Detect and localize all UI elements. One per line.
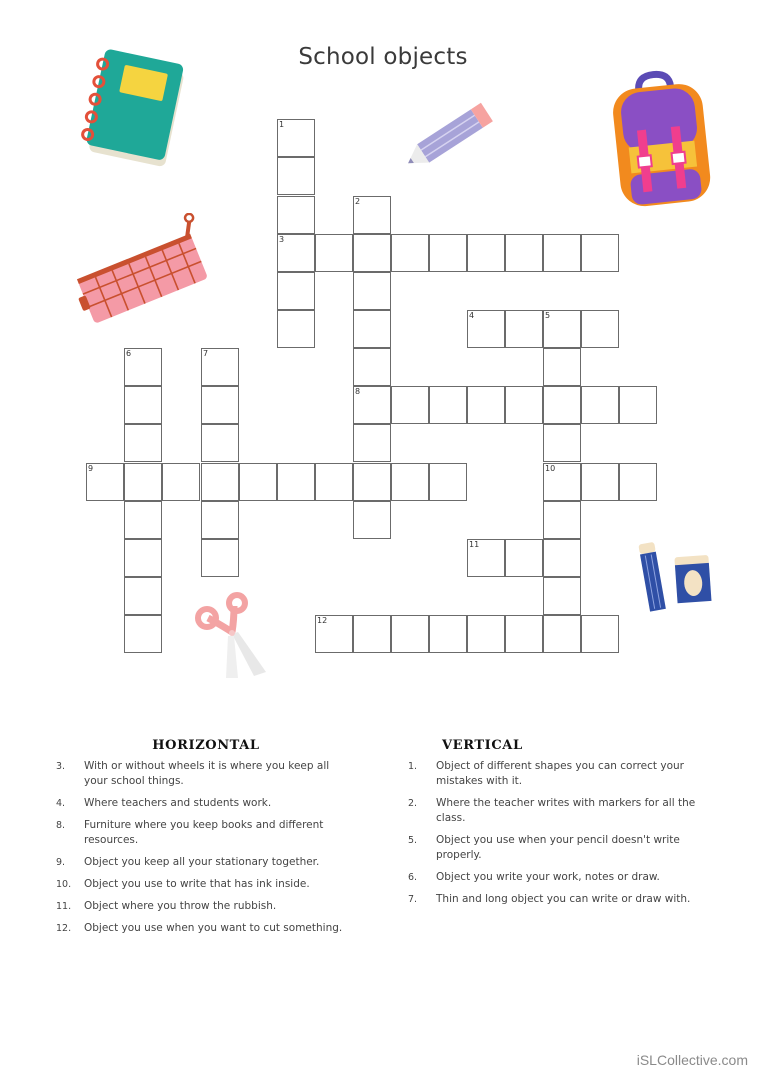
crossword-cell[interactable] bbox=[581, 463, 619, 501]
clue-text: Object you use when your pencil doesn't write properly. bbox=[436, 834, 680, 861]
clue-num: 9. bbox=[56, 857, 66, 868]
horizontal-clue-list bbox=[56, 759, 356, 936]
crossword-cell[interactable] bbox=[429, 234, 467, 272]
clue-item bbox=[56, 877, 356, 892]
crossword-cell[interactable] bbox=[581, 310, 619, 348]
vertical-clue-list bbox=[408, 759, 700, 907]
crossword-cell[interactable] bbox=[505, 234, 543, 272]
crossword-cell[interactable] bbox=[429, 615, 467, 653]
clue-num: 1. bbox=[408, 761, 418, 772]
clue-num: 8. bbox=[56, 820, 66, 831]
crossword-cell[interactable] bbox=[581, 615, 619, 653]
crossword-cell[interactable] bbox=[543, 234, 581, 272]
crossword-cell[interactable] bbox=[124, 424, 162, 462]
crossword-cell[interactable] bbox=[277, 463, 315, 501]
crossword-cell[interactable] bbox=[124, 463, 162, 501]
horizontal-clues bbox=[56, 738, 356, 943]
clue-text: Thin and long object you can write or draw with. bbox=[436, 893, 691, 905]
crossword-cell[interactable] bbox=[124, 615, 162, 653]
crossword-cell[interactable] bbox=[162, 463, 200, 501]
clue-number: 11 bbox=[469, 540, 480, 549]
vertical-heading: VERTICAL bbox=[442, 738, 523, 753]
clue-item bbox=[408, 833, 700, 863]
crossword-cell[interactable] bbox=[505, 386, 543, 424]
clue-number: 4 bbox=[469, 311, 475, 320]
crossword-cell[interactable] bbox=[543, 539, 581, 577]
crossword-cell[interactable] bbox=[467, 386, 505, 424]
crossword-cell[interactable] bbox=[543, 386, 581, 424]
clue-text: Object where you throw the rubbish. bbox=[84, 900, 277, 912]
clue-text: Where teachers and students work. bbox=[84, 797, 272, 809]
clue-number: 2 bbox=[355, 197, 361, 206]
crossword-cell[interactable] bbox=[391, 386, 429, 424]
crossword-cell[interactable] bbox=[543, 463, 581, 501]
crossword-cell[interactable] bbox=[277, 310, 315, 348]
clue-number: 1 bbox=[279, 120, 285, 129]
crossword-cell[interactable] bbox=[391, 234, 429, 272]
clue-num: 7. bbox=[408, 894, 418, 905]
crossword-cell[interactable] bbox=[619, 463, 657, 501]
clue-num: 12. bbox=[56, 923, 72, 934]
crossword-cell[interactable] bbox=[277, 196, 315, 234]
clue-number: 7 bbox=[203, 349, 209, 358]
crossword-cell[interactable] bbox=[201, 348, 239, 386]
crossword-cell[interactable] bbox=[277, 272, 315, 310]
crossword-cell[interactable] bbox=[543, 348, 581, 386]
crossword-cell[interactable] bbox=[429, 463, 467, 501]
crossword-cell[interactable] bbox=[581, 234, 619, 272]
clue-num: 6. bbox=[408, 872, 418, 883]
crossword-cell[interactable] bbox=[353, 501, 391, 539]
crossword-cell[interactable] bbox=[543, 615, 581, 653]
crossword-cell[interactable] bbox=[239, 463, 277, 501]
crossword-cell[interactable] bbox=[467, 539, 505, 577]
clue-number: 12 bbox=[317, 616, 328, 625]
horizontal-heading: HORIZONTAL bbox=[152, 738, 260, 753]
clue-num: 3. bbox=[56, 761, 66, 772]
clue-text: With or without wheels it is where you keep all your school things. bbox=[84, 760, 330, 787]
crossword-cell[interactable] bbox=[353, 234, 391, 272]
crossword-cell[interactable] bbox=[315, 234, 353, 272]
crossword-cell[interactable] bbox=[124, 501, 162, 539]
clue-number: 6 bbox=[126, 349, 132, 358]
crossword-cell[interactable] bbox=[505, 310, 543, 348]
clue-number: 3 bbox=[279, 235, 285, 244]
clue-text: Object of different shapes you can correct your mistakes with it. bbox=[436, 760, 684, 787]
clue-item bbox=[56, 899, 356, 914]
clue-item bbox=[408, 892, 700, 907]
crossword-cell[interactable] bbox=[86, 463, 124, 501]
crossword-cell[interactable] bbox=[353, 348, 391, 386]
crossword-cell[interactable] bbox=[315, 463, 353, 501]
crossword-cell[interactable] bbox=[353, 272, 391, 310]
crossword-cell[interactable] bbox=[353, 424, 391, 462]
crossword-cell[interactable] bbox=[124, 386, 162, 424]
crossword-cell[interactable] bbox=[619, 386, 657, 424]
clue-num: 2. bbox=[408, 798, 418, 809]
clue-item bbox=[56, 921, 356, 936]
crossword-cell[interactable] bbox=[124, 539, 162, 577]
crossword-cell[interactable] bbox=[391, 463, 429, 501]
clue-num: 11. bbox=[56, 901, 72, 912]
crossword-cell[interactable] bbox=[543, 424, 581, 462]
clue-text: Where the teacher writes with markers for all the class. bbox=[436, 797, 696, 824]
vertical-clues bbox=[408, 738, 700, 914]
crossword-cell[interactable] bbox=[543, 577, 581, 615]
site-watermark: iSLCollective.com bbox=[636, 1052, 748, 1068]
clue-item bbox=[56, 796, 356, 811]
clue-item bbox=[56, 855, 356, 870]
crossword-cell[interactable] bbox=[467, 234, 505, 272]
crossword-cell[interactable] bbox=[201, 386, 239, 424]
crossword-cell[interactable] bbox=[277, 119, 315, 157]
crossword-cell[interactable] bbox=[124, 577, 162, 615]
clue-item bbox=[56, 759, 356, 789]
crossword-cell[interactable] bbox=[353, 386, 391, 424]
clue-text: Object you write your work, notes or draw. bbox=[436, 871, 660, 883]
clue-number: 9 bbox=[88, 464, 94, 473]
clue-num: 4. bbox=[56, 798, 66, 809]
clue-text: Object you use to write that has ink inside. bbox=[84, 878, 310, 890]
clue-text: Object you use when you want to cut something. bbox=[84, 922, 343, 934]
crossword-cell[interactable] bbox=[201, 501, 239, 539]
crossword-cell[interactable] bbox=[201, 424, 239, 462]
crossword-cell[interactable] bbox=[124, 348, 162, 386]
crossword-cell[interactable] bbox=[467, 615, 505, 653]
crossword-cell[interactable] bbox=[467, 310, 505, 348]
crossword-cell[interactable] bbox=[391, 615, 429, 653]
crossword-cell[interactable] bbox=[201, 463, 239, 501]
clue-number: 10 bbox=[545, 464, 556, 473]
crossword-cell[interactable] bbox=[201, 539, 239, 577]
crossword-cell[interactable] bbox=[277, 157, 315, 195]
crossword-cell[interactable] bbox=[543, 501, 581, 539]
clue-num: 5. bbox=[408, 835, 418, 846]
clue-item bbox=[56, 818, 356, 848]
crossword-cell[interactable] bbox=[543, 310, 581, 348]
crossword-cell[interactable] bbox=[353, 463, 391, 501]
page-title: School objects bbox=[298, 44, 468, 70]
crossword-cell[interactable] bbox=[505, 539, 543, 577]
clue-num: 10. bbox=[56, 879, 72, 890]
crossword-cell[interactable] bbox=[581, 386, 619, 424]
clue-text: Furniture where you keep books and different resources. bbox=[84, 819, 324, 846]
clue-text: Object you keep all your stationary together. bbox=[84, 856, 320, 868]
clue-item bbox=[408, 870, 700, 885]
clue-number: 5 bbox=[545, 311, 551, 320]
clue-number: 8 bbox=[355, 387, 361, 396]
crossword-cell[interactable] bbox=[277, 234, 315, 272]
crossword-cell[interactable] bbox=[353, 615, 391, 653]
crossword-cell[interactable] bbox=[353, 196, 391, 234]
clue-item bbox=[408, 796, 700, 826]
crossword-cell[interactable] bbox=[505, 615, 543, 653]
clue-item bbox=[408, 759, 700, 789]
crossword-cell[interactable] bbox=[429, 386, 467, 424]
crossword-cell[interactable] bbox=[315, 615, 353, 653]
crossword-cell[interactable] bbox=[353, 310, 391, 348]
